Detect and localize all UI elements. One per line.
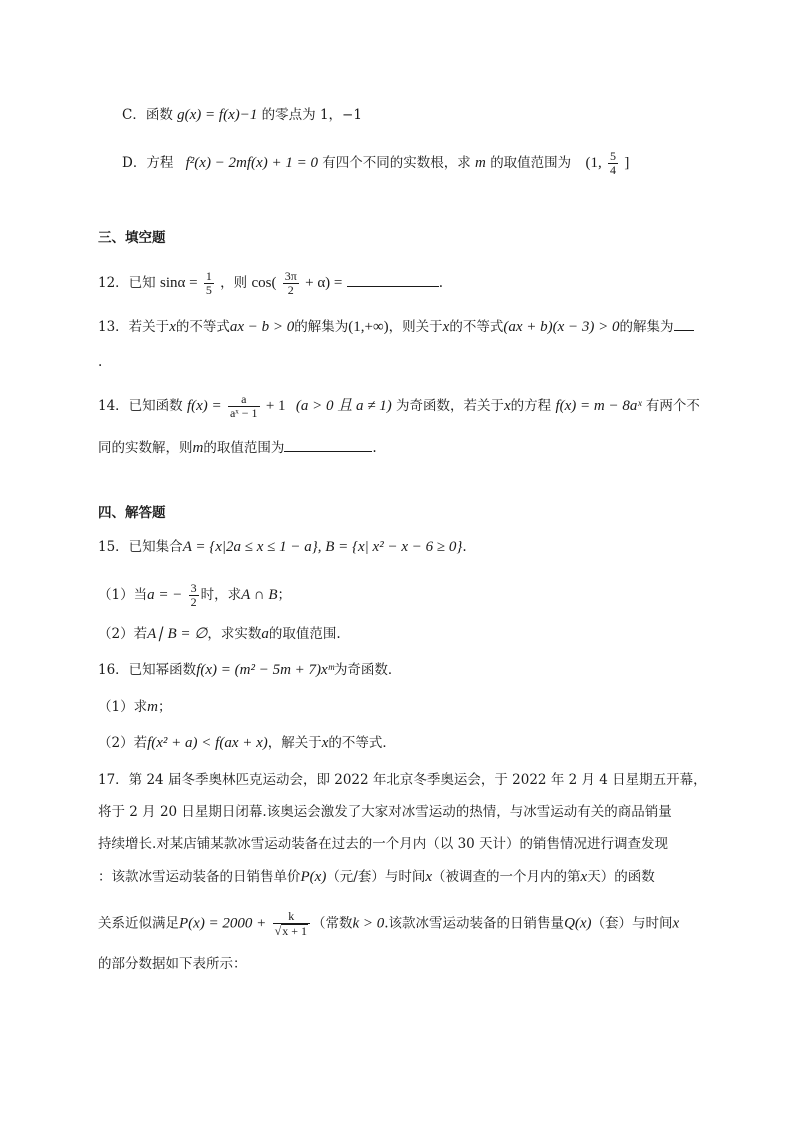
q13-text-b: 的不等式 xyxy=(175,319,230,335)
q17-line-1: 17．第 24 届冬季奥林匹克运动会，即 2022 年北京冬季奥运会，于 2022 年 2 月 4 日星期五开幕， xyxy=(98,772,707,788)
q15-period: . xyxy=(462,539,467,555)
q15-stem: 15．已知集合 xyxy=(98,539,183,555)
q16-p2-c: 的不等式． xyxy=(328,735,396,751)
q14-equation: f(x) = m − 8aˣ xyxy=(555,398,642,414)
option-d-range-close: ] xyxy=(624,155,630,171)
q13-set: (1,+∞) xyxy=(348,319,389,335)
q13-text-e: 的不等式 xyxy=(449,319,504,335)
q15-p1-fraction xyxy=(189,582,199,609)
q13-text-a: 13．若关于 xyxy=(98,319,170,335)
q17-l4-d: 天）的函数 xyxy=(587,869,655,885)
q14-answer-blank[interactable] xyxy=(284,437,372,452)
q15-p1-end: ； xyxy=(277,587,292,603)
q13-text-f: 的解集为 xyxy=(619,319,674,335)
q12-sin: sinα = xyxy=(159,275,198,291)
option-c-formula: g(x) = f(x)−1 xyxy=(177,107,258,123)
question-15 xyxy=(98,537,467,557)
q14-m: m xyxy=(192,440,204,456)
q16-p1-a: （1）求 xyxy=(98,699,148,715)
q14-condition: (a > 0 且 a ≠ 1) xyxy=(295,398,392,414)
q17-l5-b: （常数 xyxy=(311,915,353,932)
question-13 xyxy=(98,316,694,337)
question-12 xyxy=(98,270,443,297)
q17-l5-k: k > 0 xyxy=(352,915,385,932)
q17-l5-c: .该款冰雪运动装备的日销售量 xyxy=(384,915,565,932)
option-d-frac-num: 5 xyxy=(610,149,617,163)
q17-fraction xyxy=(273,910,310,938)
q15-part-1 xyxy=(98,582,291,609)
q16-p2-x: x xyxy=(321,735,329,751)
q16-p1-b: ； xyxy=(157,699,172,715)
q12-f2-num: 3π xyxy=(284,269,297,283)
q12-stem: 12．已知 xyxy=(98,275,156,291)
q12-mid: ，则 xyxy=(220,275,248,291)
q15-p2-a: （2）若 xyxy=(98,626,148,642)
option-d-tail: 的取值范围为 xyxy=(490,155,572,171)
option-d xyxy=(122,150,629,177)
q17-sqrt-body: x + 1 xyxy=(282,924,307,938)
q14-text-d: 有两个不 xyxy=(645,398,700,414)
q17-line-4 xyxy=(98,867,655,887)
q15-p2-c: a xyxy=(261,626,269,642)
q15-p1-a: （1）当 xyxy=(98,587,148,603)
q17-l5-x: x xyxy=(672,915,680,932)
q17-line-5 xyxy=(98,910,679,938)
question-16 xyxy=(98,660,401,680)
q15-p2-d: 的取值范围. xyxy=(268,626,341,642)
option-d-range-open: (1, xyxy=(585,155,602,171)
section-title-solutions: 四、解答题 xyxy=(98,505,166,521)
q17-l4-b: （元/套）与时间 xyxy=(326,869,426,885)
q17-l4-c: （被调查的一个月内的第 xyxy=(432,869,581,885)
q13-ineq-1: ax − b > 0 xyxy=(229,319,295,335)
q12-tail: + α) = xyxy=(305,275,343,291)
option-c xyxy=(122,105,362,125)
q14-text-c: 的方程 xyxy=(510,398,552,414)
q14-text-b: 为奇函数，若关于 xyxy=(396,398,504,414)
q16-p1-m: m xyxy=(147,699,158,715)
q17-l4-x: x xyxy=(425,869,433,885)
q16-stem: 16．已知幂函数 xyxy=(98,662,197,678)
q14-fx: f(x) = xyxy=(186,398,222,414)
q16-p2-a: （2）若 xyxy=(98,735,148,751)
q17-l4-x2: x xyxy=(580,869,588,885)
q15-p2-eq: A∣ B = ∅ xyxy=(147,626,208,642)
q17-l5-Q: Q(x) xyxy=(564,915,592,932)
q14-line-2 xyxy=(98,437,377,458)
option-c-tail: 的零点为 1，−1 xyxy=(261,107,362,123)
q13-line-2: . xyxy=(98,354,103,370)
option-d-m: m xyxy=(475,155,486,171)
q12-period: . xyxy=(438,275,443,291)
q12-f1-den: 5 xyxy=(205,283,212,297)
q12-fraction-2 xyxy=(283,270,299,297)
q15-sets: A = {x|2a ≤ x ≤ 1 − a}, B = {x| x² − x − 6 ≥ 0} xyxy=(182,539,463,555)
q13-text-c: 的解集为 xyxy=(294,319,349,335)
q13-text-d: ，则关于 xyxy=(388,319,443,335)
section-title-fill-in: 三、填空题 xyxy=(98,230,166,246)
q16-function: f(x) = (m² − 5m + 7)xᵐ xyxy=(196,662,334,678)
q15-p1-den: 2 xyxy=(190,595,197,609)
q12-f2-den: 2 xyxy=(287,283,294,297)
q15-part-2 xyxy=(98,624,341,644)
q14-text-a: 14．已知函数 xyxy=(98,398,183,414)
q14-frac-num: a xyxy=(228,393,260,407)
q17-line-6: 的部分数据如下表所示： xyxy=(98,956,247,972)
q17-frac-num: k xyxy=(273,910,310,924)
q14-frac-den: aˣ − 1 xyxy=(229,406,258,420)
option-d-mid: 有四个不同的实数根，求 xyxy=(322,155,471,171)
q12-cos: cos( xyxy=(251,275,277,291)
q13-x: x xyxy=(169,319,176,335)
q14-line2-a: 同的实数解，则 xyxy=(98,440,193,456)
q17-line-2: 将于 2 月 20 日星期日闭幕.该奥运会激发了大家对冰雪运动的热情，与冰雪运动有关的商品销量 xyxy=(98,804,672,820)
option-d-label: D．方程 xyxy=(122,155,174,171)
q12-fraction-1 xyxy=(204,270,214,297)
q16-part-2 xyxy=(98,733,396,753)
option-d-equation: f²(x) − 2mf(x) + 1 = 0 xyxy=(185,155,318,171)
q17-l5-a: 关系近似满足 xyxy=(98,915,179,932)
option-c-label: C．函数 xyxy=(122,107,173,123)
q16-p2-ineq: f(x² + a) < f(ax + x) xyxy=(147,735,268,751)
q14-fraction xyxy=(228,393,260,420)
q14-plus: + 1 xyxy=(265,398,286,414)
q15-p1-num: 3 xyxy=(190,581,197,595)
q12-f1-num: 1 xyxy=(205,269,212,283)
q14-x: x xyxy=(504,398,511,414)
q17-l5-eq: P(x) = 2000 + xyxy=(179,915,267,932)
q15-p2-b: ，求实数 xyxy=(207,626,262,642)
q17-frac-den: √x + 1 xyxy=(274,924,307,938)
q16-stem-end: 为奇函数． xyxy=(333,662,402,678)
q15-p1-b: 时，求 xyxy=(200,587,242,603)
q13-ineq-2: (ax + b)(x − 3) > 0 xyxy=(503,319,620,335)
q15-p1-c: A ∩ B xyxy=(241,587,278,603)
question-14 xyxy=(98,393,700,420)
q14-line2-b: 的取值范围为 xyxy=(203,440,285,456)
q16-part-1 xyxy=(98,697,171,717)
option-d-fraction xyxy=(608,150,618,177)
q17-l4-P: P(x) xyxy=(300,869,327,885)
q12-answer-blank[interactable] xyxy=(347,272,439,287)
q17-l5-e: （套）与时间 xyxy=(591,915,673,932)
q17-l4-a: ：该款冰雪运动装备的日销售单价 xyxy=(98,869,301,885)
q13-x-2: x xyxy=(442,319,450,335)
q15-p1-eq: a = − xyxy=(147,587,183,603)
q14-period: . xyxy=(372,440,377,456)
q17-line-3: 持续增长.对某店铺某款冰雪运动装备在过去的一个月内（以 30 天计）的销售情况进行调查发现 xyxy=(98,836,669,852)
q13-answer-blank[interactable] xyxy=(674,316,694,331)
option-d-frac-den: 4 xyxy=(610,163,617,177)
q16-p2-b: ，解关于 xyxy=(267,735,322,751)
